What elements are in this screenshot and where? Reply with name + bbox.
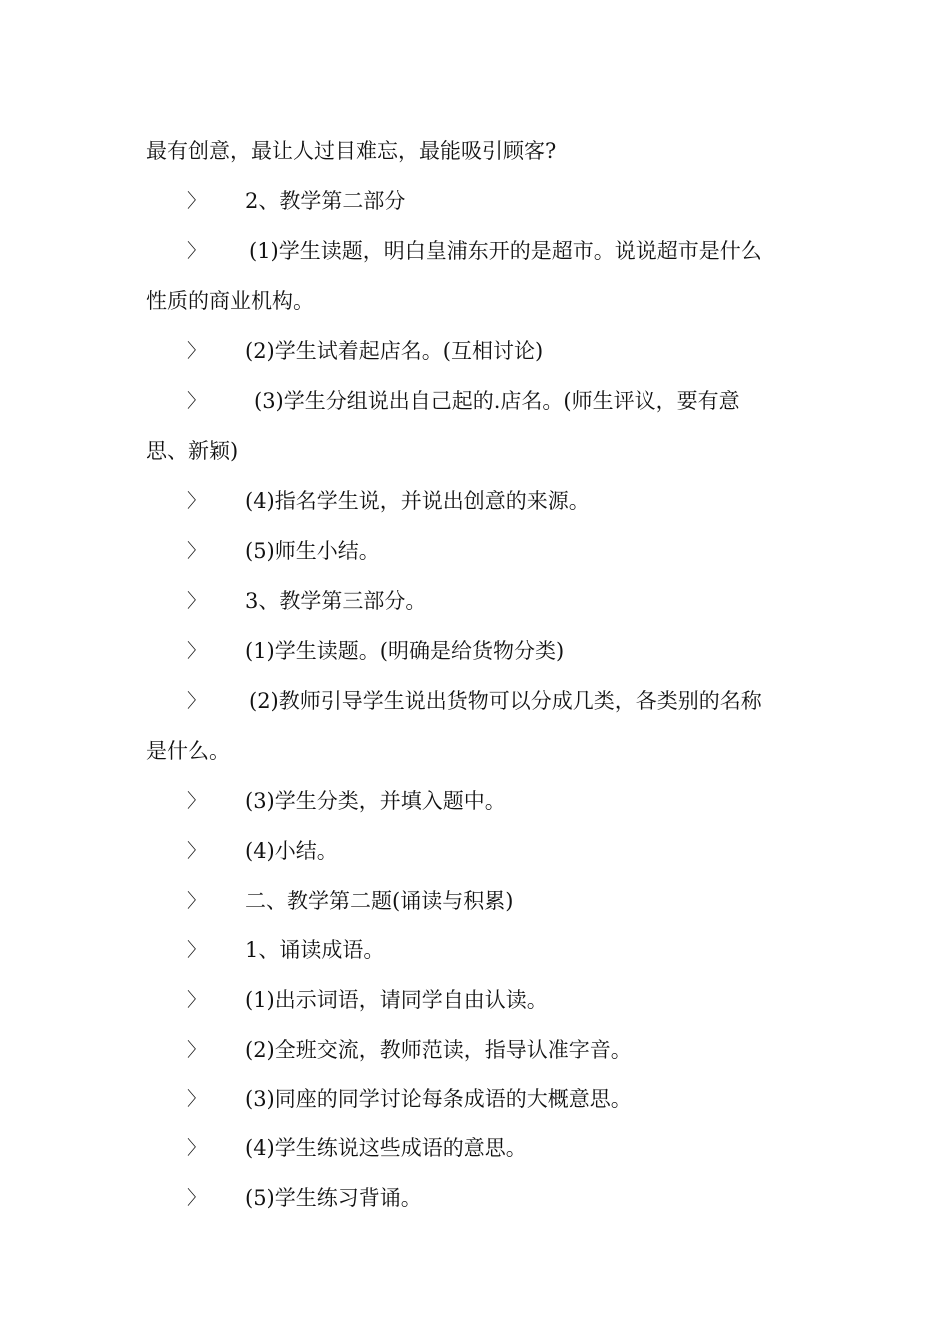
- chevron-right-icon: 〉: [187, 240, 207, 262]
- bullet-item: [0, 686, 950, 716]
- bullet-text: (5)师生小结。: [245, 539, 380, 563]
- chevron-right-icon: 〉: [187, 1088, 207, 1110]
- bullet-text: 3、教学第三部分。: [245, 589, 427, 613]
- bullet-text: (4)小结。: [245, 839, 338, 863]
- chevron-right-icon: 〉: [187, 1039, 207, 1061]
- chevron-right-icon: 〉: [187, 1187, 207, 1209]
- bullet-text: (2)全班交流，教师范读，指导认准字音。: [245, 1038, 632, 1062]
- bullet-item: [0, 985, 950, 1015]
- bullet-text: (3)学生分类，并填入题中。: [245, 789, 506, 813]
- chevron-right-icon: 〉: [187, 340, 207, 362]
- bullet-item: [0, 486, 950, 516]
- paragraph-line: 最有创意，最让人过目难忘，最能吸引顾客?: [146, 139, 557, 163]
- chevron-right-icon: 〉: [187, 790, 207, 812]
- bullet-item: [0, 386, 950, 416]
- bullet-text: (3)同座的同学讨论每条成语的大概意思。: [245, 1087, 632, 1111]
- chevron-right-icon: 〉: [187, 640, 207, 662]
- bullet-item: [0, 1035, 950, 1065]
- paragraph-line: 思、新颖): [146, 439, 239, 463]
- chevron-right-icon: 〉: [187, 390, 207, 412]
- bullet-text: (4)指名学生说，并说出创意的来源。: [245, 489, 590, 513]
- chevron-right-icon: 〉: [187, 1137, 207, 1159]
- bullet-text: 二、教学第二题(诵读与积累): [245, 889, 514, 913]
- chevron-right-icon: 〉: [187, 840, 207, 862]
- bullet-text: 1、诵读成语。: [245, 938, 385, 962]
- bullet-text: (3)学生分组说出自己起的.店名。(师生评议，要有意: [254, 389, 740, 413]
- paragraph-line: 是什么。: [146, 739, 230, 763]
- paragraph-line: 性质的商业机构。: [146, 289, 314, 313]
- chevron-right-icon: 〉: [187, 490, 207, 512]
- bullet-item: [0, 1084, 950, 1114]
- bullet-text: (2)教师引导学生说出货物可以分成几类，各类别的名称: [249, 689, 762, 713]
- bullet-text: (1)学生读题。(明确是给货物分类): [245, 639, 565, 663]
- bullet-item: [0, 1133, 950, 1163]
- chevron-right-icon: 〉: [187, 890, 207, 912]
- chevron-right-icon: 〉: [187, 939, 207, 961]
- chevron-right-icon: 〉: [187, 590, 207, 612]
- chevron-right-icon: 〉: [187, 690, 207, 712]
- bullet-item: [0, 935, 950, 965]
- chevron-right-icon: 〉: [187, 190, 207, 212]
- chevron-right-icon: 〉: [187, 989, 207, 1011]
- bullet-item: [0, 336, 950, 366]
- bullet-text: (1)出示词语，请同学自由认读。: [245, 988, 548, 1012]
- chevron-right-icon: 〉: [187, 540, 207, 562]
- bullet-text: (5)学生练习背诵。: [245, 1186, 422, 1210]
- bullet-text: (4)学生练说这些成语的意思。: [245, 1136, 527, 1160]
- bullet-item: [0, 236, 950, 266]
- bullet-item: [0, 886, 950, 916]
- bullet-text: (1)学生读题，明白皇浦东开的是超市。说说超市是什么: [249, 239, 762, 263]
- bullet-item: [0, 786, 950, 816]
- bullet-item: [0, 1183, 950, 1213]
- bullet-item: [0, 536, 950, 566]
- bullet-item: [0, 586, 950, 616]
- bullet-item: [0, 636, 950, 666]
- bullet-item: [0, 836, 950, 866]
- bullet-text: 2、教学第二部分: [245, 189, 406, 213]
- bullet-text: (2)学生试着起店名。(互相讨论): [245, 339, 544, 363]
- bullet-item: [0, 186, 950, 216]
